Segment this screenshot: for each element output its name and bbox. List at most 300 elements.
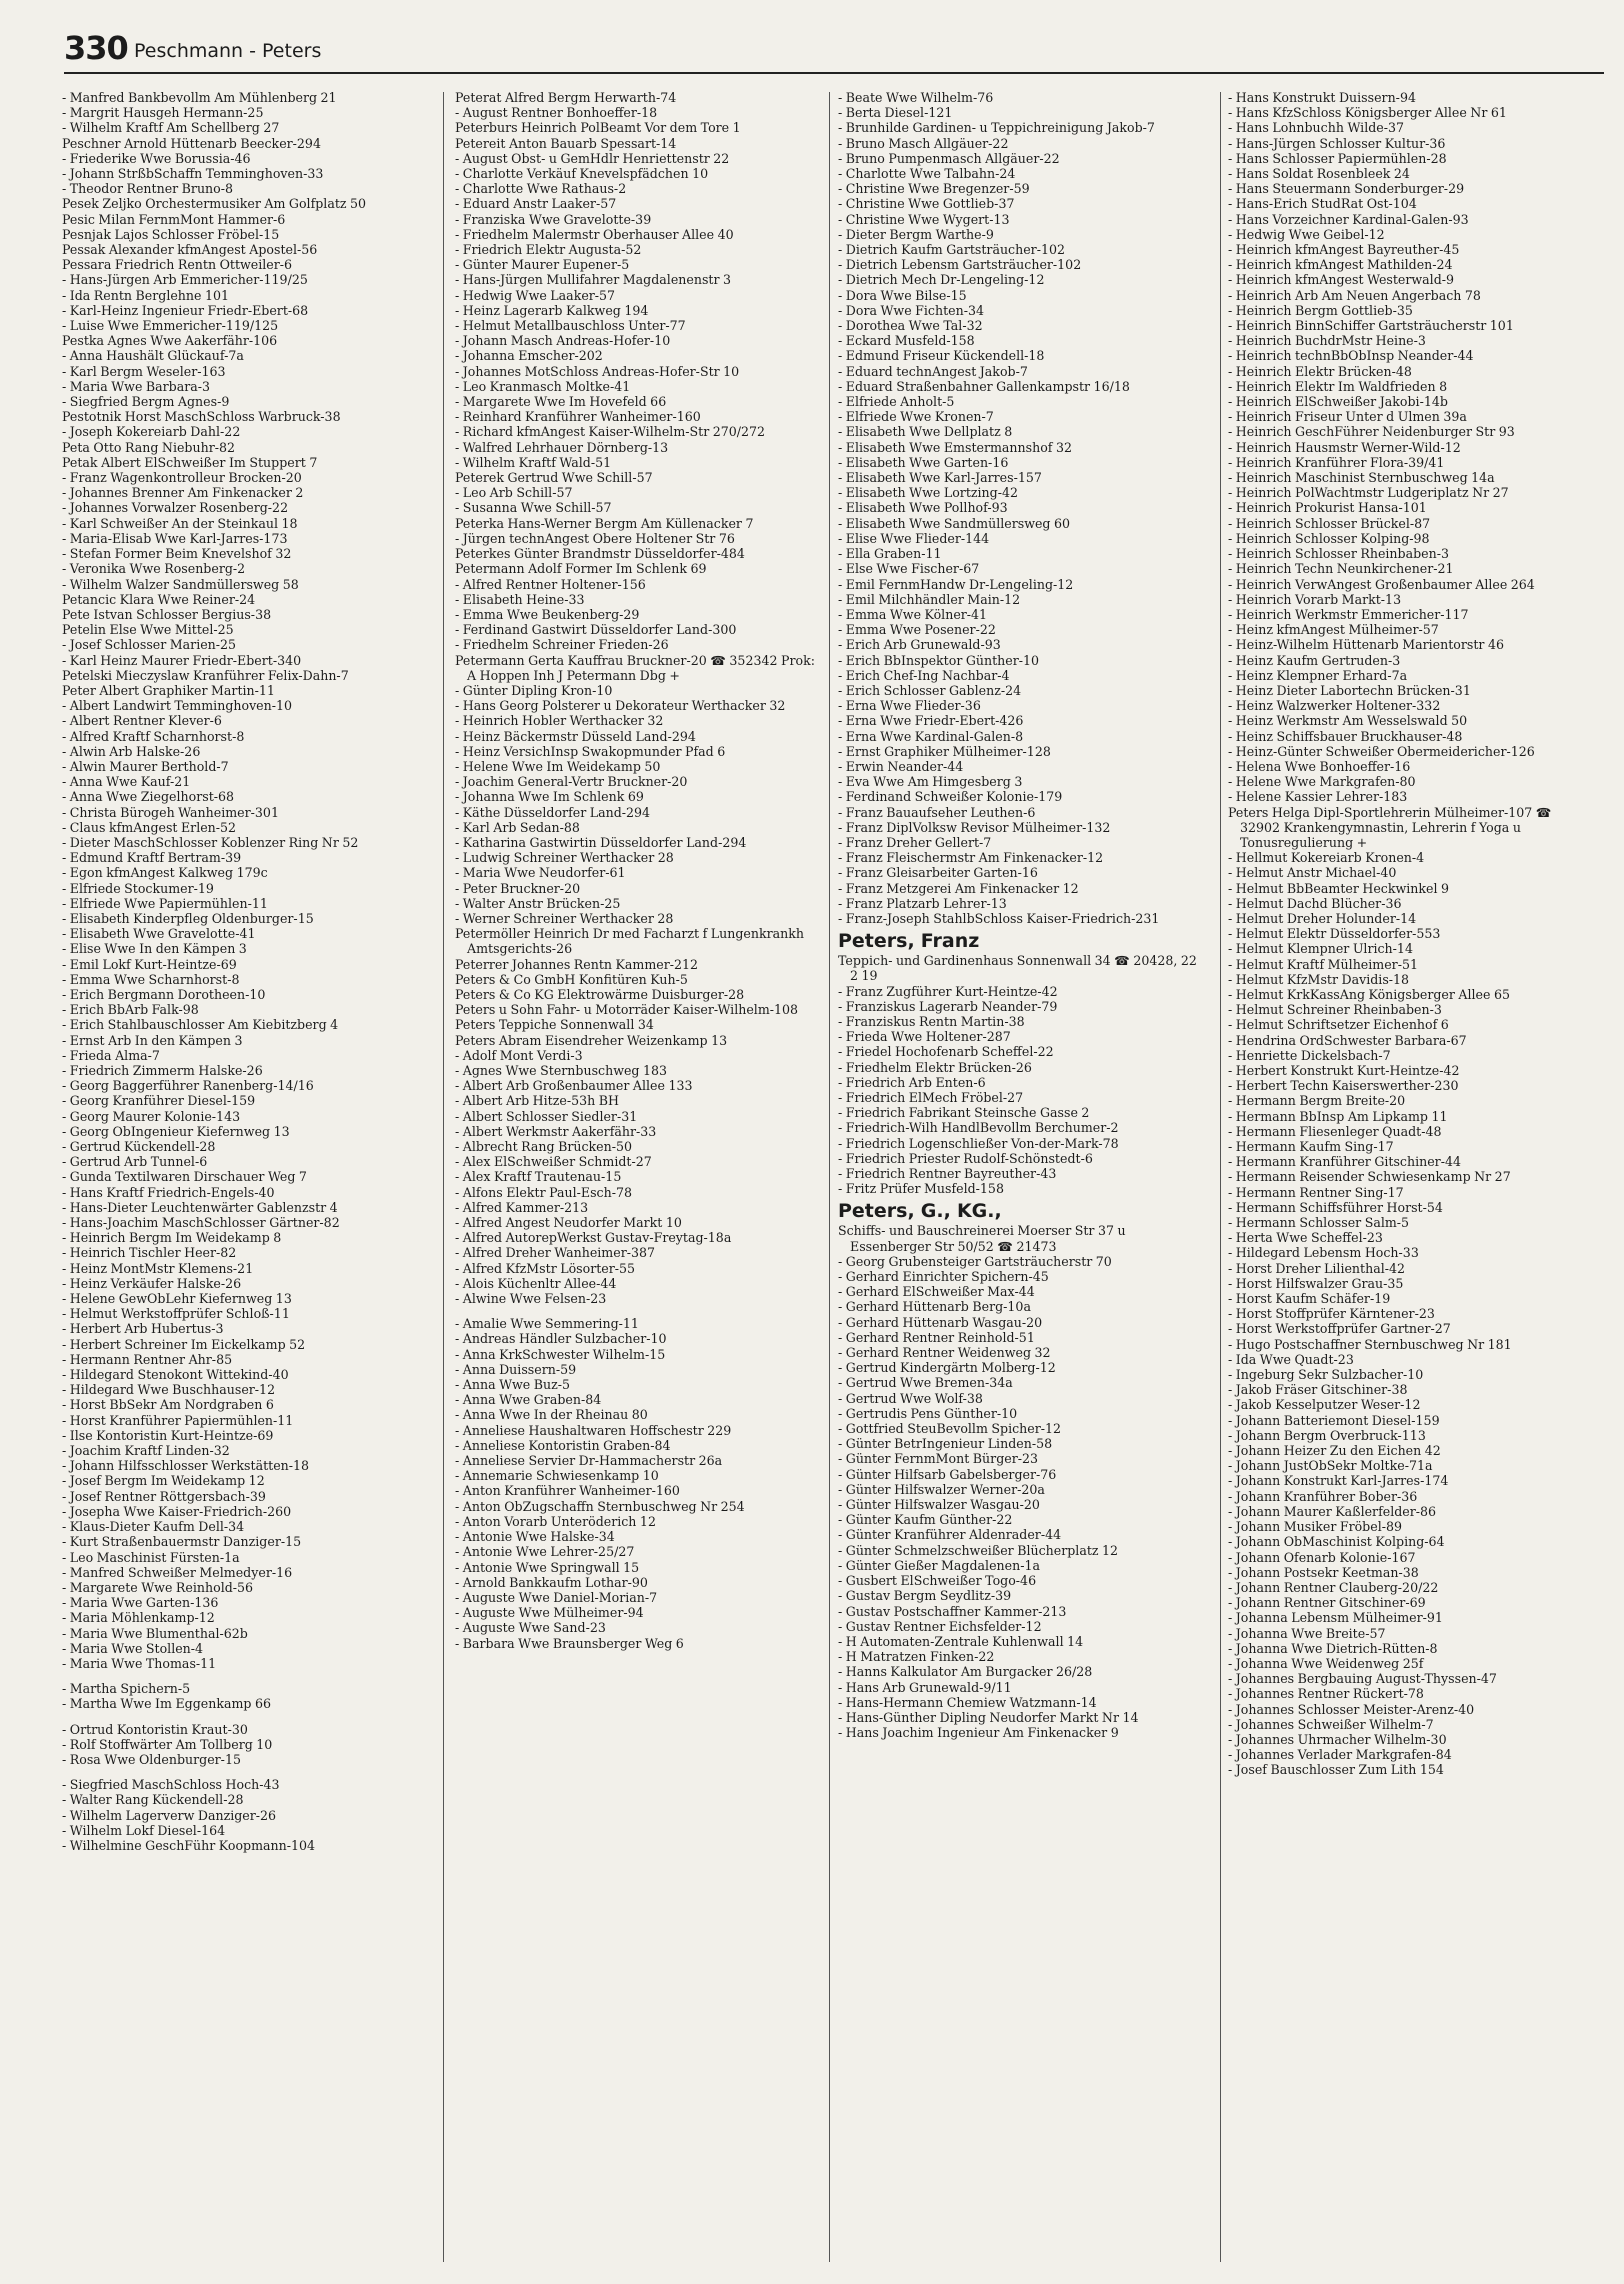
- directory-entry: - Rosa Wwe Oldenburger-15: [62, 1751, 241, 1767]
- directory-entry: - Anton Kranführer Wanheimer-160: [455, 1483, 680, 1499]
- directory-entry: - Albrecht Rang Brücken-50: [455, 1139, 633, 1155]
- directory-entry: - Helmut Dreher Holunder-14: [1228, 910, 1417, 926]
- directory-entry: - Eduard Straßenbahner Gallenkampstr 16/18: [838, 378, 1130, 394]
- directory-entry: - Peter Bruckner-20: [455, 880, 581, 896]
- directory-entry: - Else Wwe Fischer-67: [838, 561, 980, 577]
- directory-entry: - Joachim Kraftf Linden-32: [62, 1443, 230, 1459]
- directory-entry: - Hanns Kalkulator Am Burgacker 26/28: [838, 1664, 1093, 1680]
- directory-entry: - Friedrich Elektr Augusta-52: [455, 242, 642, 258]
- directory-entry: - Heinrich Prokurist Hansa-101: [1228, 500, 1427, 516]
- directory-entry: - Helmut Anstr Michael-40: [1228, 865, 1397, 881]
- directory-entry: - Richard kfmAngest Kaiser-Wilhelm-Str 270/272: [455, 424, 766, 440]
- directory-entry: - Gertrudis Pens Günther-10: [838, 1405, 1018, 1421]
- directory-entry: - Hermann Reisender Schwiesenkamp Nr 27: [1228, 1169, 1511, 1185]
- directory-entry: - Erna Wwe Friedr-Ebert-426: [838, 713, 1024, 729]
- directory-entry: - Erich Arb Grunewald-93: [838, 637, 1001, 653]
- directory-entry: Peterrer Johannes Rentn Kammer-212: [455, 956, 699, 972]
- directory-entry: - Dietrich Mech Dr-Lengeling-12: [838, 272, 1045, 288]
- directory-entry: - Günter Maurer Eupener-5: [455, 257, 630, 273]
- directory-entry: - Erna Wwe Kardinal-Galen-8: [838, 728, 1024, 744]
- directory-entry: - Heinrich Hobler Werthacker 32: [455, 713, 664, 729]
- directory-entry: - Leo Kranmasch Moltke-41: [455, 378, 631, 394]
- directory-entry: - Georg Baggerführer Ranenberg-14/16: [62, 1078, 314, 1094]
- directory-entry: - Helmut Schreiner Rheinbaben-3: [1228, 1002, 1442, 1018]
- directory-entry: - Hedwig Wwe Geibel-12: [1228, 226, 1385, 242]
- directory-entry: Peterek Gertrud Wwe Schill-57: [455, 470, 653, 486]
- directory-entry: - Charlotte Wwe Talbahn-24: [838, 166, 1016, 182]
- directory-entry: - Berta Diesel-121: [838, 105, 953, 121]
- directory-entry: Pesnjak Lajos Schlosser Fröbel-15: [62, 226, 280, 242]
- directory-entry: - Alfons Elektr Paul-Esch-78: [455, 1184, 633, 1200]
- directory-entry: - Arnold Bankkaufm Lothar-90: [455, 1574, 648, 1590]
- directory-entry: - Franz Platzarb Lehrer-13: [838, 895, 1007, 911]
- directory-entry: - Johann Heizer Zu den Eichen 42: [1228, 1443, 1441, 1459]
- directory-column-4: [1228, 90, 1588, 2270]
- directory-entry: - Barbara Wwe Braunsberger Weg 6: [455, 1635, 684, 1651]
- directory-entry: - Hans-Dieter Leuchtenwärter Gablenzstr 4: [62, 1199, 338, 1215]
- directory-entry: - Friedrich Fabrikant Steinsche Gasse 2: [838, 1105, 1090, 1121]
- directory-entry: Teppich- und Gardinenhaus Sonnenwall 34 ☎ 20428, 22 2 19: [838, 953, 1197, 984]
- directory-entry: - Hans Konstrukt Duissern-94: [1228, 90, 1416, 105]
- directory-entry: - Johann Rentner Gitschiner-69: [1228, 1595, 1426, 1611]
- directory-entry: - Anneliese Haushaltwaren Hoffschestr 229: [455, 1422, 732, 1438]
- directory-entry: Petelski Mieczyslaw Kranführer Felix-Dahn-7: [62, 667, 349, 683]
- directory-entry: - Josef Schlosser Marien-25: [62, 637, 237, 653]
- directory-entry: - Georg Kranführer Diesel-159: [62, 1093, 256, 1109]
- directory-entry: - Hedwig Wwe Laaker-57: [455, 287, 616, 303]
- directory-entry: - Anneliese Kontoristin Graben-84: [455, 1437, 671, 1453]
- directory-entry: - Anna Wwe In der Rheinau 80: [455, 1407, 648, 1423]
- directory-entry: - Elfriede Stockumer-19: [62, 880, 214, 896]
- directory-entry: - Hugo Postschaffner Sternbuschweg Nr 181: [1228, 1336, 1512, 1352]
- directory-entry: Peterburs Heinrich PolBeamt Vor dem Tore 1: [455, 120, 741, 136]
- directory-entry: - Franz Metzgerei Am Finkenacker 12: [838, 880, 1079, 896]
- directory-entry: - Helene Wwe Markgrafen-80: [1228, 774, 1416, 790]
- directory-entry: - Elise Wwe Flieder-144: [838, 530, 990, 546]
- directory-entry: - Heinrich BuchdrMstr Heine-3: [1228, 333, 1426, 349]
- directory-entry: - Heinz Walzwerker Holtener-332: [1228, 698, 1441, 714]
- directory-entry: - Elisabeth Wwe Garten-16: [838, 454, 1009, 470]
- directory-entry: - Hildegard Stenokont Wittekind-40: [62, 1367, 289, 1383]
- directory-entry: - Walter Anstr Brücken-25: [455, 895, 621, 911]
- directory-entry: - Emma Wwe Scharnhorst-8: [62, 971, 240, 987]
- directory-entry: - Maria Wwe Thomas-11: [62, 1655, 217, 1671]
- directory-entry: - Rolf Stoffwärter Am Tollberg 10: [62, 1736, 273, 1752]
- directory-entry: - Anna Wwe Kauf-21: [62, 774, 191, 790]
- directory-entry: Peters Abram Eisendreher Weizenkamp 13: [455, 1032, 728, 1048]
- directory-entry: - Hans-Jürgen Arb Emmericher-119/25: [62, 272, 308, 288]
- directory-entry: - Josepha Wwe Kaiser-Friedrich-260: [62, 1503, 292, 1519]
- directory-entry: - Johann Ofenarb Kolonie-167: [1228, 1549, 1416, 1565]
- directory-entry: - Franziskus Lagerarb Neander-79: [838, 998, 1058, 1014]
- directory-entry: - Johannes Bergbauing August-Thyssen-47: [1228, 1671, 1497, 1687]
- directory-entry: - Johann ObMaschinist Kolping-64: [1228, 1534, 1445, 1550]
- directory-entry: - Hans-Jürgen Mullifahrer Magdalenenstr 3: [455, 272, 732, 288]
- directory-entry: - Edmund Kraftf Bertram-39: [62, 850, 242, 866]
- directory-entry: - Horst BbSekr Am Nordgraben 6: [62, 1397, 274, 1413]
- directory-entry: - Hans Soldat Rosenbleek 24: [1228, 166, 1410, 182]
- directory-entry: - August Obst- u GemHdlr Henriettenstr 22: [455, 150, 730, 166]
- directory-entry: - Charlotte Wwe Rathaus-2: [455, 181, 627, 197]
- directory-entry: Peters Helga Dipl-Sportlehrerin Mülheimer-107 ☎ 32902 Krankengymnastin, Lehrerin f Yoga u Tonusregulierung +: [1228, 804, 1552, 850]
- directory-entry: - Hendrina OrdSchwester Barbara-67: [1228, 1032, 1467, 1048]
- directory-entry: - Ida Wwe Quadt-23: [1228, 1351, 1354, 1367]
- directory-entry: - Fritz Prüfer Musfeld-158: [838, 1181, 1004, 1197]
- directory-entry: - Georg Maurer Kolonie-143: [62, 1108, 241, 1124]
- directory-entry: - Anna Haushält Glückauf-7a: [62, 348, 244, 364]
- directory-entry: - Heinrich Bergm Gottlieb-35: [1228, 302, 1413, 318]
- directory-entry: - Friedrich Logenschließer Von-der-Mark-78: [838, 1135, 1119, 1151]
- directory-entry: - Albert Werkmstr Aakerfähr-33: [455, 1123, 657, 1139]
- directory-entry: - Franz Wagenkontrolleur Brocken-20: [62, 470, 302, 486]
- directory-entry: - Beate Wwe Wilhelm-76: [838, 90, 994, 105]
- directory-entry: Peters & Co KG Elektrowärme Duisburger-28: [455, 986, 745, 1002]
- directory-entry: - Friedrich Priester Rudolf-Schönstedt-6: [838, 1150, 1093, 1166]
- directory-entry: - Veronika Wwe Rosenberg-2: [62, 561, 246, 577]
- directory-entry: - Ernst Arb In den Kämpen 3: [62, 1032, 243, 1048]
- directory-entry: - Johann Batteriemont Diesel-159: [1228, 1412, 1440, 1428]
- directory-entry: - Dietrich Lebensm Gartsträucher-102: [838, 257, 1082, 273]
- directory-entry: - Heinz VersichInsp Swakopmunder Pfad 6: [455, 743, 726, 759]
- directory-entry: - Claus kfmAngest Erlen-52: [62, 819, 237, 835]
- directory-entry: - Stefan Former Beim Knevelshof 32: [62, 546, 292, 562]
- directory-entry: - Erich Schlosser Gablenz-24: [838, 682, 1022, 698]
- directory-entry: - H Matratzen Finken-22: [838, 1649, 995, 1665]
- directory-entry: - Alfred Kraftf Scharnhorst-8: [62, 728, 245, 744]
- directory-entry: - Andreas Händler Sulzbacher-10: [455, 1331, 667, 1347]
- directory-entry: Pessak Alexander kfmAngest Apostel-56: [62, 242, 318, 258]
- directory-entry: - Günter Kaufm Günther-22: [838, 1512, 1013, 1528]
- directory-entry: - Margrit Hausgeh Hermann-25: [62, 105, 264, 121]
- directory-entry: - Gusbert ElSchweißer Togo-46: [838, 1573, 1037, 1589]
- directory-entry: - Dieter Bergm Warthe-9: [838, 226, 994, 242]
- directory-entry: - Agnes Wwe Sternbuschweg 183: [455, 1063, 668, 1078]
- directory-entry: - Heinrich GeschFührer Neidenburger Str 93: [1228, 424, 1515, 440]
- directory-entry: - Heinz Schiffsbauer Bruckhauser-48: [1228, 728, 1463, 744]
- directory-entry: - Helene Wwe Im Weidekamp 50: [455, 758, 661, 774]
- directory-entry: - Karl-Heinz Ingenieur Friedr-Ebert-68: [62, 302, 309, 318]
- directory-entry: - Antonie Wwe Halske-34: [455, 1529, 615, 1545]
- directory-entry: - Horst Hilfswalzer Grau-35: [1228, 1275, 1404, 1291]
- directory-entry: - Ferdinand Schweißer Kolonie-179: [838, 789, 1063, 805]
- directory-entry: - Henriette Dickelsbach-7: [1228, 1047, 1391, 1063]
- directory-entry: - Dora Wwe Fichten-34: [838, 302, 984, 318]
- directory-entry: - Elisabeth Wwe Karl-Jarres-157: [838, 470, 1042, 486]
- directory-entry: - Johanna Emscher-202: [455, 348, 603, 364]
- directory-entry: - Elisabeth Heine-33: [455, 591, 585, 607]
- directory-entry: - Adolf Mont Verdi-3: [455, 1047, 583, 1063]
- directory-entry: - Alfred Kammer-213: [455, 1199, 589, 1215]
- directory-entry: - Anna Wwe Ziegelhorst-68: [62, 789, 235, 805]
- directory-entry: - Anna Wwe Graben-84: [455, 1392, 602, 1408]
- directory-entry: - Erwin Neander-44: [838, 758, 964, 774]
- directory-entry: - Albert Arb Großenbaumer Allee 133: [455, 1078, 693, 1094]
- directory-entry: - Jakob Fräser Gitschiner-38: [1228, 1382, 1408, 1398]
- directory-entry: - Helena Wwe Bonhoeffer-16: [1228, 758, 1411, 774]
- directory-entry: - Helmut Kraftf Mülheimer-51: [1228, 956, 1418, 972]
- directory-entry: - Hans Arb Grunewald-9/11: [838, 1679, 1012, 1695]
- directory-entry: - Joachim General-Vertr Bruckner-20: [455, 774, 688, 790]
- directory-entry: - Elfriede Anholt-5: [838, 394, 955, 410]
- directory-entry: - Anna KrkSchwester Wilhelm-15: [455, 1346, 666, 1362]
- directory-entry: - August Rentner Bonhoeffer-18: [455, 105, 658, 121]
- directory-entry: - Günter BetrIngenieur Linden-58: [838, 1436, 1053, 1452]
- directory-entry: - Günter Gießer Magdalenen-1a: [838, 1557, 1040, 1573]
- directory-entry: - Karl Schweißer An der Steinkaul 18: [62, 515, 298, 531]
- directory-entry: - Gottfried SteuBevollm Spicher-12: [838, 1421, 1062, 1437]
- directory-entry: - Eduard technAngest Jakob-7: [838, 363, 1028, 379]
- column-divider: [829, 92, 830, 2262]
- directory-entry: - Hermann Schlosser Salm-5: [1228, 1215, 1410, 1231]
- running-title: Peschmann - Peters: [134, 40, 322, 62]
- directory-entry: Petermann Adolf Former Im Schlenk 69: [455, 561, 707, 577]
- directory-entry: - Hans Georg Polsterer u Dekorateur Werthacker 32: [455, 698, 786, 714]
- directory-entry: - Martha Spichern-5: [62, 1681, 191, 1697]
- directory-entry: - Heinz Bäckermstr Düsseld Land-294: [455, 728, 696, 744]
- directory-entry: - Heinrich ElSchweißer Jakobi-14b: [1228, 394, 1448, 410]
- directory-entry: - Heinrich BinnSchiffer Gartsträucherstr 101: [1228, 318, 1514, 334]
- directory-entry: - Johannes Vorwalzer Rosenberg-22: [62, 500, 289, 516]
- directory-entry: - Horst Werkstoffprüfer Gartner-27: [1228, 1321, 1451, 1337]
- directory-entry: - Klaus-Dieter Kaufm Dell-34: [62, 1519, 245, 1535]
- directory-entry: - Auguste Wwe Daniel-Morian-7: [455, 1589, 658, 1605]
- directory-entry: - Franziska Wwe Gravelotte-39: [455, 211, 652, 227]
- directory-entry: - Herbert Schreiner Im Eickelkamp 52: [62, 1336, 306, 1352]
- directory-entry: Peter Albert Graphiker Martin-11: [62, 682, 275, 698]
- directory-entry: - Heinrich Tischler Heer-82: [62, 1245, 237, 1261]
- directory-entry: - Herbert Arb Hubertus-3: [62, 1321, 224, 1337]
- firm-heading: Peters, Franz: [838, 930, 980, 953]
- directory-entry: - Maria Wwe Stollen-4: [62, 1640, 204, 1656]
- directory-entry: - Günter Hilfswalzer Werner-20a: [838, 1481, 1045, 1497]
- directory-entry: - Heinz Werkmstr Am Wesselswald 50: [1228, 713, 1468, 729]
- directory-entry: - Horst Dreher Lilienthal-42: [1228, 1260, 1406, 1276]
- directory-entry: - Johann Bergm Overbruck-113: [1228, 1427, 1426, 1443]
- directory-entry: - Brunhilde Gardinen- u Teppichreinigung Jakob-7: [838, 120, 1155, 136]
- directory-entry: - Wilhelm Lagerverw Danziger-26: [62, 1807, 277, 1823]
- directory-entry: - Helene GewObLehr Kiefernweg 13: [62, 1291, 292, 1307]
- directory-entry: - Leo Arb Schill-57: [455, 485, 573, 501]
- directory-entry: - Leo Maschinist Fürsten-1a: [62, 1549, 240, 1565]
- directory-entry: - Günter Hilfswalzer Wasgau-20: [838, 1497, 1040, 1513]
- directory-entry: - Gertrud Kückendell-28: [62, 1139, 216, 1155]
- directory-entry: - Heinrich PolWachtmstr Ludgeriplatz Nr 27: [1228, 485, 1509, 501]
- directory-entry: - Horst Kaufm Schäfer-19: [1228, 1291, 1391, 1307]
- directory-entry: - Albert Rentner Klever-6: [62, 713, 222, 729]
- directory-entry: - Ortrud Kontoristin Kraut-30: [62, 1721, 248, 1737]
- directory-entry: - Heinrich Maschinist Sternbuschweg 14a: [1228, 470, 1495, 486]
- directory-entry: Pesek Zeljko Orchestermusiker Am Golfplatz 50: [62, 196, 367, 212]
- directory-entry: - Herbert Konstrukt Kurt-Heintze-42: [1228, 1063, 1460, 1078]
- directory-entry: - Johannes Schlosser Meister-Arenz-40: [1228, 1701, 1475, 1717]
- directory-entry: - Elise Wwe In den Kämpen 3: [62, 941, 247, 957]
- directory-entry: - Emma Wwe Posener-22: [838, 622, 996, 638]
- page-header: [64, 28, 1604, 74]
- directory-entry: - Maria Wwe Blumenthal-62b: [62, 1625, 248, 1641]
- directory-entry: - Johanna Wwe Breite-57: [1228, 1625, 1386, 1641]
- directory-entry: - Erich Chef-Ing Nachbar-4: [838, 667, 1010, 683]
- directory-entry: - Alfred Angest Neudorfer Markt 10: [455, 1215, 682, 1231]
- directory-entry: - Hans-Erich StudRat Ost-104: [1228, 196, 1417, 212]
- directory-entry: - Hans Schlosser Papiermühlen-28: [1228, 150, 1447, 166]
- directory-entry: - Hans Vorzeichner Kardinal-Galen-93: [1228, 211, 1469, 227]
- directory-entry: - Elisabeth Wwe Sandmüllersweg 60: [838, 515, 1071, 531]
- directory-entry: - Friederike Wwe Borussia-46: [62, 150, 251, 166]
- directory-entry: - Horst Stoffprüfer Kärntener-23: [1228, 1306, 1435, 1322]
- directory-entry: - Hildegard Lebensm Hoch-33: [1228, 1245, 1419, 1261]
- directory-entry: Petermöller Heinrich Dr med Facharzt f Lungenkrankh Amtsgerichts-26: [455, 926, 804, 957]
- directory-entry: - Eva Wwe Am Himgesberg 3: [838, 774, 1023, 790]
- directory-entry: - Friedrich-Wilh HandlBevollm Berchumer-2: [838, 1120, 1119, 1136]
- page-number: 330: [64, 29, 128, 67]
- directory-entry: Petermann Gerta Kauffrau Bruckner-20 ☎ 352342 Prok: A Hoppen Inh J Petermann Dbg +: [455, 652, 815, 683]
- directory-entry: - Hans Steuermann Sonderburger-29: [1228, 181, 1465, 197]
- directory-entry: Pete Istvan Schlosser Bergius-38: [62, 606, 272, 622]
- directory-entry: - Siegfried Bergm Agnes-9: [62, 394, 230, 410]
- directory-entry: - Gunda Textilwaren Dirschauer Weg 7: [62, 1169, 307, 1185]
- directory-entry: - Franziskus Rentn Martin-38: [838, 1013, 1025, 1029]
- directory-entry: - Christine Wwe Gottlieb-37: [838, 196, 1015, 212]
- directory-entry: - Anton ObZugschaffn Sternbuschweg Nr 254: [455, 1498, 745, 1514]
- directory-entry: - Friedhelm Malermstr Oberhauser Allee 40: [455, 226, 734, 242]
- directory-entry: - Martha Wwe Im Eggenkamp 66: [62, 1696, 272, 1712]
- directory-column-1: [62, 90, 422, 2270]
- directory-entry: - Dora Wwe Bilse-15: [838, 287, 967, 303]
- directory-entry: - Gertrud Wwe Bremen-34a: [838, 1375, 1013, 1391]
- directory-entry: - Maria Möhlenkamp-12: [62, 1610, 215, 1626]
- directory-entry: - Edmund Friseur Kückendell-18: [838, 348, 1045, 364]
- directory-entry: - Anneliese Servier Dr-Hammacherstr 26a: [455, 1453, 723, 1469]
- directory-entry: - Margarete Wwe Reinhold-56: [62, 1579, 254, 1595]
- directory-entry: - Anna Duissern-59: [455, 1361, 577, 1377]
- directory-entry: - Heinrich Vorarb Markt-13: [1228, 591, 1402, 607]
- directory-entry: - Herbert Techn Kaiserswerther-230: [1228, 1078, 1459, 1094]
- directory-entry: Peters Teppiche Sonnenwall 34: [455, 1017, 654, 1033]
- directory-entry: - Luise Wwe Emmericher-119/125: [62, 318, 279, 334]
- directory-entry: - Helmut KfzMstr Davidis-18: [1228, 971, 1410, 987]
- directory-entry: - Heinz Dieter Labortechn Brücken-31: [1228, 682, 1471, 698]
- directory-entry: - Kurt Straßenbauermstr Danziger-15: [62, 1534, 302, 1550]
- directory-entry: - Manfred Bankbevollm Am Mühlenberg 21: [62, 90, 337, 105]
- directory-entry: - Günter Kranführer Aldenrader-44: [838, 1527, 1062, 1543]
- directory-entry: - Heinz-Günter Schweißer Obermeidericher-126: [1228, 743, 1535, 759]
- directory-entry: - Heinrich VerwAngest Großenbaumer Allee 264: [1228, 576, 1535, 592]
- directory-entry: - Heinrich Elektr Im Waldfrieden 8: [1228, 378, 1448, 394]
- directory-entry: - Johann Konstrukt Karl-Jarres-174: [1228, 1473, 1449, 1489]
- directory-entry: - Hermann Bergm Breite-20: [1228, 1093, 1406, 1109]
- directory-entry: - Johannes MotSchloss Andreas-Hofer-Str 10: [455, 363, 740, 379]
- directory-entry: - Johannes Schweißer Wilhelm-7: [1228, 1716, 1434, 1732]
- directory-entry: - Annemarie Schwiesenkamp 10: [455, 1468, 659, 1484]
- directory-entry: - Georg ObIngenieur Kiefernweg 13: [62, 1123, 290, 1139]
- directory-entry: - Auguste Wwe Mülheimer-94: [455, 1605, 644, 1621]
- directory-entry: - Albert Arb Hitze-53h BH: [455, 1093, 619, 1109]
- directory-entry: - Dietrich Kaufm Gartsträucher-102: [838, 242, 1065, 258]
- directory-entry: - Georg Grubensteiger Gartsträucherstr 70: [838, 1253, 1112, 1269]
- directory-entry: - Johanna Lebensm Mülheimer-91: [1228, 1610, 1443, 1626]
- directory-entry: - Johann Postsekr Keetman-38: [1228, 1564, 1419, 1580]
- directory-entry: - Heinrich Techn Neunkirchener-21: [1228, 561, 1454, 577]
- directory-entry: - Maria Wwe Barbara-3: [62, 378, 211, 394]
- directory-entry: - Heinrich Schlosser Brückel-87: [1228, 515, 1431, 531]
- directory-entry: - Elisabeth Wwe Dellplatz 8: [838, 424, 1013, 440]
- directory-entry: - Gerhard Hüttenarb Berg-10a: [838, 1299, 1031, 1315]
- column-divider: [1220, 92, 1221, 2262]
- directory-entry: - Gertrud Kindergärtn Molberg-12: [838, 1360, 1056, 1376]
- directory-entry: - Hermann Rentner Ahr-85: [62, 1351, 233, 1367]
- directory-entry: - Hans-Joachim MaschSchlosser Gärtner-82: [62, 1215, 340, 1231]
- directory-entry: - Heinrich technBbObInsp Neander-44: [1228, 348, 1474, 364]
- directory-entry: - Helmut BbBeamter Heckwinkel 9: [1228, 880, 1450, 896]
- directory-entry: - Wilhelm Kraftf Wald-51: [455, 454, 612, 470]
- directory-entry: - Ludwig Schreiner Werthacker 28: [455, 850, 674, 866]
- directory-entry: - Theodor Rentner Bruno-8: [62, 181, 234, 197]
- directory-entry: - Emil Milchhändler Main-12: [838, 591, 1021, 607]
- directory-entry: - Helmut Klempner Ulrich-14: [1228, 941, 1413, 957]
- directory-entry: - Franz Dreher Gellert-7: [838, 834, 992, 850]
- directory-entry: - Hans Joachim Ingenieur Am Finkenacker 9: [838, 1725, 1119, 1741]
- directory-entry: - Elisabeth Wwe Lortzing-42: [838, 485, 1018, 501]
- directory-entry: - Helmut Metallbauschloss Unter-77: [455, 318, 686, 334]
- directory-entry: - Herta Wwe Scheffel-23: [1228, 1230, 1383, 1246]
- directory-entry: - Erich BbInspektor Günther-10: [838, 652, 1040, 668]
- directory-entry: - Gustav Rentner Eichsfelder-12: [838, 1618, 1042, 1634]
- directory-entry: - Alwin Maurer Berthold-7: [62, 758, 229, 774]
- directory-entry: - Walfred Lehrhauer Dörnberg-13: [455, 439, 669, 455]
- directory-entry: - Antonie Wwe Lehrer-25/27: [455, 1544, 635, 1560]
- directory-entry: - Dorothea Wwe Tal-32: [838, 318, 983, 334]
- directory-entry: - Ella Graben-11: [838, 546, 942, 562]
- directory-entry: - Josef Rentner Röttgersbach-39: [62, 1488, 266, 1504]
- directory-entry: - Friedrich Arb Enten-6: [838, 1074, 986, 1090]
- directory-entry: - Maria-Elisab Wwe Karl-Jarres-173: [62, 530, 288, 546]
- directory-entry: - Johannes Rentner Rückert-78: [1228, 1686, 1424, 1702]
- directory-entry: - Gerhard Einrichter Spichern-45: [838, 1269, 1049, 1285]
- directory-entry: - Elisabeth Wwe Gravelotte-41: [62, 926, 256, 942]
- directory-entry: - Hans Lohnbuchh Wilde-37: [1228, 120, 1405, 136]
- directory-entry: - Heinrich Werkmstr Emmericher-117: [1228, 606, 1469, 622]
- directory-entry: - Heinrich Bergm Im Weidekamp 8: [62, 1230, 282, 1246]
- directory-entry: - Gustav Postschaffner Kammer-213: [838, 1603, 1067, 1619]
- directory-entry: - Heinrich Kranführer Flora-39/41: [1228, 454, 1445, 470]
- directory-entry: - Alfred KfzMstr Lösorter-55: [455, 1260, 636, 1276]
- directory-entry: - Heinz Lagerarb Kalkweg 194: [455, 302, 649, 318]
- directory-entry: - Egon kfmAngest Kalkweg 179c: [62, 865, 268, 881]
- directory-entry: - Friedel Hochofenarb Scheffel-22: [838, 1044, 1054, 1060]
- directory-entry: - Johann Maurer Kaßlerfelder-86: [1228, 1503, 1437, 1519]
- directory-entry: - Günter Dipling Kron-10: [455, 682, 613, 698]
- directory-entry: - Anton Vorarb Unteröderich 12: [455, 1513, 656, 1529]
- directory-entry: Pessara Friedrich Rentn Ottweiler-6: [62, 257, 293, 273]
- directory-entry: - Gerhard Hüttenarb Wasgau-20: [838, 1314, 1043, 1330]
- directory-entry: - Günter FernmMont Bürger-23: [838, 1451, 1039, 1467]
- directory-entry: - Alois Küchenltr Allee-44: [455, 1275, 617, 1291]
- directory-entry: Petak Albert ElSchweißer Im Stuppert 7: [62, 454, 318, 470]
- directory-entry: - Gerhard Rentner Reinhold-51: [838, 1329, 1035, 1345]
- directory-entry: - Friedhelm Elektr Brücken-26: [838, 1059, 1032, 1075]
- directory-entry: - Hildegard Wwe Buschhauser-12: [62, 1382, 276, 1398]
- directory-entry: - Erich BbArb Falk-98: [62, 1002, 199, 1018]
- directory-entry: - Margarete Wwe Im Hovefeld 66: [455, 394, 667, 410]
- directory-entry: - Hermann Kranführer Gitschiner-44: [1228, 1154, 1461, 1170]
- directory-entry: - Gerhard ElSchweißer Max-44: [838, 1284, 1035, 1300]
- directory-entry: - Heinrich Schlosser Rheinbaben-3: [1228, 546, 1449, 562]
- directory-entry: - Johann Hilfsschlosser Werkstätten-18: [62, 1458, 310, 1474]
- directory-entry: - Johann Kranführer Bober-36: [1228, 1488, 1418, 1504]
- directory-entry: - Ernst Graphiker Mülheimer-128: [838, 743, 1051, 759]
- directory-entry: - Elisabeth Wwe Pollhof-93: [838, 500, 1008, 516]
- directory-entry: - Erich Stahlbauschlosser Am Kiebitzberg 4: [62, 1017, 339, 1033]
